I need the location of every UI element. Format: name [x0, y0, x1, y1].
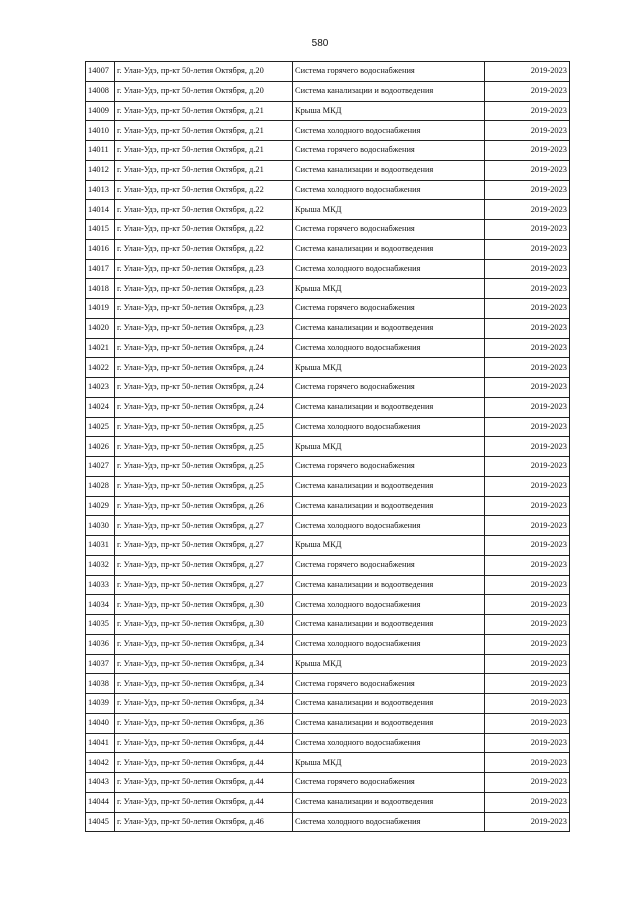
system-cell: Система холодного водоснабжения	[293, 516, 485, 536]
table-row	[86, 555, 570, 575]
address-cell: г. Улан-Удэ, пр-кт 50-летия Октября, д.23	[115, 259, 293, 279]
row-number-cell: 14044	[86, 792, 115, 812]
system-cell: Крыша МКД	[293, 358, 485, 378]
period-cell: 2019-2023	[485, 615, 570, 635]
address-cell: г. Улан-Удэ, пр-кт 50-летия Октября, д.27	[115, 575, 293, 595]
period-cell: 2019-2023	[485, 575, 570, 595]
address-cell: г. Улан-Удэ, пр-кт 50-летия Октября, д.25	[115, 476, 293, 496]
table-row	[86, 220, 570, 240]
period-cell: 2019-2023	[485, 318, 570, 338]
row-number-cell: 14016	[86, 239, 115, 259]
address-cell: г. Улан-Удэ, пр-кт 50-летия Октября, д.34	[115, 654, 293, 674]
table-row	[86, 318, 570, 338]
address-cell: г. Улан-Удэ, пр-кт 50-летия Октября, д.23	[115, 318, 293, 338]
row-number-cell: 14034	[86, 595, 115, 615]
system-cell: Система горячего водоснабжения	[293, 378, 485, 398]
system-cell: Крыша МКД	[293, 536, 485, 556]
address-cell: г. Улан-Удэ, пр-кт 50-летия Октября, д.44	[115, 773, 293, 793]
address-cell: г. Улан-Удэ, пр-кт 50-летия Октября, д.24	[115, 338, 293, 358]
period-cell: 2019-2023	[485, 220, 570, 240]
system-cell: Система канализации и водоотведения	[293, 81, 485, 101]
table-row	[86, 476, 570, 496]
address-cell: г. Улан-Удэ, пр-кт 50-летия Октября, д.23	[115, 279, 293, 299]
system-cell: Система канализации и водоотведения	[293, 476, 485, 496]
system-cell: Система канализации и водоотведения	[293, 575, 485, 595]
system-cell: Система горячего водоснабжения	[293, 299, 485, 319]
address-cell: г. Улан-Удэ, пр-кт 50-летия Октября, д.22	[115, 220, 293, 240]
row-number-cell: 14022	[86, 358, 115, 378]
period-cell: 2019-2023	[485, 141, 570, 161]
period-cell: 2019-2023	[485, 437, 570, 457]
address-cell: г. Улан-Удэ, пр-кт 50-летия Октября, д.24	[115, 358, 293, 378]
row-number-cell: 14039	[86, 694, 115, 714]
system-cell: Система холодного водоснабжения	[293, 733, 485, 753]
system-cell: Система горячего водоснабжения	[293, 555, 485, 575]
period-cell: 2019-2023	[485, 62, 570, 82]
address-cell: г. Улан-Удэ, пр-кт 50-летия Октября, д.34	[115, 674, 293, 694]
period-cell: 2019-2023	[485, 496, 570, 516]
address-cell: г. Улан-Удэ, пр-кт 50-летия Октября, д.21	[115, 101, 293, 121]
row-number-cell: 14025	[86, 417, 115, 437]
table-row	[86, 101, 570, 121]
system-cell: Система канализации и водоотведения	[293, 615, 485, 635]
table-row	[86, 299, 570, 319]
address-cell: г. Улан-Удэ, пр-кт 50-летия Октября, д.23	[115, 299, 293, 319]
system-cell: Система холодного водоснабжения	[293, 595, 485, 615]
period-cell: 2019-2023	[485, 160, 570, 180]
row-number-cell: 14012	[86, 160, 115, 180]
row-number-cell: 14014	[86, 200, 115, 220]
period-cell: 2019-2023	[485, 812, 570, 832]
period-cell: 2019-2023	[485, 536, 570, 556]
system-cell: Система горячего водоснабжения	[293, 674, 485, 694]
table-row	[86, 160, 570, 180]
table-row	[86, 200, 570, 220]
system-cell: Система горячего водоснабжения	[293, 62, 485, 82]
table-row	[86, 121, 570, 141]
row-number-cell: 14021	[86, 338, 115, 358]
row-number-cell: 14018	[86, 279, 115, 299]
table-row	[86, 575, 570, 595]
system-cell: Система холодного водоснабжения	[293, 121, 485, 141]
period-cell: 2019-2023	[485, 792, 570, 812]
table-row	[86, 674, 570, 694]
period-cell: 2019-2023	[485, 634, 570, 654]
address-cell: г. Улан-Удэ, пр-кт 50-летия Октября, д.34	[115, 634, 293, 654]
table-row	[86, 259, 570, 279]
address-cell: г. Улан-Удэ, пр-кт 50-летия Октября, д.34	[115, 694, 293, 714]
row-number-cell: 14008	[86, 81, 115, 101]
system-cell: Система канализации и водоотведения	[293, 318, 485, 338]
table-row	[86, 812, 570, 832]
period-cell: 2019-2023	[485, 713, 570, 733]
period-cell: 2019-2023	[485, 674, 570, 694]
address-cell: г. Улан-Удэ, пр-кт 50-летия Октября, д.27	[115, 516, 293, 536]
row-number-cell: 14040	[86, 713, 115, 733]
row-number-cell: 14045	[86, 812, 115, 832]
row-number-cell: 14015	[86, 220, 115, 240]
address-cell: г. Улан-Удэ, пр-кт 50-летия Октября, д.30	[115, 595, 293, 615]
table-row	[86, 397, 570, 417]
system-cell: Система холодного водоснабжения	[293, 338, 485, 358]
row-number-cell: 14041	[86, 733, 115, 753]
table-row	[86, 239, 570, 259]
period-cell: 2019-2023	[485, 101, 570, 121]
table-row	[86, 733, 570, 753]
address-cell: г. Улан-Удэ, пр-кт 50-летия Октября, д.21	[115, 160, 293, 180]
address-cell: г. Улан-Удэ, пр-кт 50-летия Октября, д.24	[115, 397, 293, 417]
system-cell: Система канализации и водоотведения	[293, 397, 485, 417]
period-cell: 2019-2023	[485, 121, 570, 141]
system-cell: Система горячего водоснабжения	[293, 773, 485, 793]
row-number-cell: 14033	[86, 575, 115, 595]
table-row	[86, 634, 570, 654]
row-number-cell: 14027	[86, 457, 115, 477]
system-cell: Система холодного водоснабжения	[293, 812, 485, 832]
period-cell: 2019-2023	[485, 457, 570, 477]
address-cell: г. Улан-Удэ, пр-кт 50-летия Октября, д.25	[115, 417, 293, 437]
system-cell: Крыша МКД	[293, 101, 485, 121]
address-cell: г. Улан-Удэ, пр-кт 50-летия Октября, д.27	[115, 536, 293, 556]
address-cell: г. Улан-Удэ, пр-кт 50-летия Октября, д.22	[115, 180, 293, 200]
address-cell: г. Улан-Удэ, пр-кт 50-летия Октября, д.30	[115, 615, 293, 635]
table-row	[86, 496, 570, 516]
system-cell: Крыша МКД	[293, 753, 485, 773]
table-row	[86, 180, 570, 200]
row-number-cell: 14031	[86, 536, 115, 556]
row-number-cell: 14036	[86, 634, 115, 654]
system-cell: Система холодного водоснабжения	[293, 417, 485, 437]
address-cell: г. Улан-Удэ, пр-кт 50-летия Октября, д.44	[115, 753, 293, 773]
address-cell: г. Улан-Удэ, пр-кт 50-летия Октября, д.21	[115, 141, 293, 161]
system-cell: Система канализации и водоотведения	[293, 160, 485, 180]
system-cell: Система холодного водоснабжения	[293, 259, 485, 279]
table-row	[86, 437, 570, 457]
row-number-cell: 14020	[86, 318, 115, 338]
address-cell: г. Улан-Удэ, пр-кт 50-летия Октября, д.46	[115, 812, 293, 832]
period-cell: 2019-2023	[485, 694, 570, 714]
period-cell: 2019-2023	[485, 81, 570, 101]
period-cell: 2019-2023	[485, 299, 570, 319]
records-table-body	[86, 62, 570, 832]
period-cell: 2019-2023	[485, 259, 570, 279]
table-row	[86, 358, 570, 378]
row-number-cell: 14010	[86, 121, 115, 141]
table-row	[86, 338, 570, 358]
table-row	[86, 62, 570, 82]
table-row	[86, 279, 570, 299]
row-number-cell: 14009	[86, 101, 115, 121]
row-number-cell: 14035	[86, 615, 115, 635]
address-cell: г. Улан-Удэ, пр-кт 50-летия Октября, д.36	[115, 713, 293, 733]
system-cell: Система холодного водоснабжения	[293, 180, 485, 200]
period-cell: 2019-2023	[485, 733, 570, 753]
row-number-cell: 14043	[86, 773, 115, 793]
address-cell: г. Улан-Удэ, пр-кт 50-летия Октября, д.20	[115, 81, 293, 101]
table-row	[86, 773, 570, 793]
period-cell: 2019-2023	[485, 753, 570, 773]
period-cell: 2019-2023	[485, 279, 570, 299]
table-row	[86, 753, 570, 773]
row-number-cell: 14019	[86, 299, 115, 319]
address-cell: г. Улан-Удэ, пр-кт 50-летия Октября, д.21	[115, 121, 293, 141]
address-cell: г. Улан-Удэ, пр-кт 50-летия Октября, д.44	[115, 733, 293, 753]
address-cell: г. Улан-Удэ, пр-кт 50-летия Октября, д.25	[115, 457, 293, 477]
address-cell: г. Улан-Удэ, пр-кт 50-летия Октября, д.27	[115, 555, 293, 575]
system-cell: Система горячего водоснабжения	[293, 457, 485, 477]
row-number-cell: 14038	[86, 674, 115, 694]
row-number-cell: 14030	[86, 516, 115, 536]
row-number-cell: 14037	[86, 654, 115, 674]
table-row	[86, 792, 570, 812]
system-cell: Система горячего водоснабжения	[293, 141, 485, 161]
row-number-cell: 14017	[86, 259, 115, 279]
address-cell: г. Улан-Удэ, пр-кт 50-летия Октября, д.24	[115, 378, 293, 398]
system-cell: Система канализации и водоотведения	[293, 694, 485, 714]
row-number-cell: 14028	[86, 476, 115, 496]
address-cell: г. Улан-Удэ, пр-кт 50-летия Октября, д.25	[115, 437, 293, 457]
period-cell: 2019-2023	[485, 476, 570, 496]
row-number-cell: 14029	[86, 496, 115, 516]
period-cell: 2019-2023	[485, 338, 570, 358]
table-row	[86, 694, 570, 714]
period-cell: 2019-2023	[485, 516, 570, 536]
table-row	[86, 81, 570, 101]
system-cell: Система канализации и водоотведения	[293, 792, 485, 812]
row-number-cell: 14026	[86, 437, 115, 457]
row-number-cell: 14007	[86, 62, 115, 82]
address-cell: г. Улан-Удэ, пр-кт 50-летия Октября, д.20	[115, 62, 293, 82]
table-row	[86, 654, 570, 674]
period-cell: 2019-2023	[485, 397, 570, 417]
period-cell: 2019-2023	[485, 378, 570, 398]
table-row	[86, 516, 570, 536]
period-cell: 2019-2023	[485, 358, 570, 378]
system-cell: Система канализации и водоотведения	[293, 496, 485, 516]
system-cell: Крыша МКД	[293, 200, 485, 220]
row-number-cell: 14023	[86, 378, 115, 398]
period-cell: 2019-2023	[485, 239, 570, 259]
address-cell: г. Улан-Удэ, пр-кт 50-летия Октября, д.44	[115, 792, 293, 812]
system-cell: Система канализации и водоотведения	[293, 239, 485, 259]
row-number-cell: 14032	[86, 555, 115, 575]
address-cell: г. Улан-Удэ, пр-кт 50-летия Октября, д.26	[115, 496, 293, 516]
period-cell: 2019-2023	[485, 595, 570, 615]
period-cell: 2019-2023	[485, 555, 570, 575]
table-row	[86, 378, 570, 398]
system-cell: Крыша МКД	[293, 437, 485, 457]
row-number-cell: 14024	[86, 397, 115, 417]
table-row	[86, 141, 570, 161]
period-cell: 2019-2023	[485, 773, 570, 793]
table-row	[86, 713, 570, 733]
system-cell: Система холодного водоснабжения	[293, 634, 485, 654]
table-row	[86, 457, 570, 477]
period-cell: 2019-2023	[485, 180, 570, 200]
table-row	[86, 536, 570, 556]
system-cell: Крыша МКД	[293, 654, 485, 674]
row-number-cell: 14042	[86, 753, 115, 773]
records-table	[85, 61, 570, 832]
table-row	[86, 615, 570, 635]
row-number-cell: 14011	[86, 141, 115, 161]
address-cell: г. Улан-Удэ, пр-кт 50-летия Октября, д.22	[115, 239, 293, 259]
address-cell: г. Улан-Удэ, пр-кт 50-летия Октября, д.22	[115, 200, 293, 220]
table-row	[86, 417, 570, 437]
system-cell: Крыша МКД	[293, 279, 485, 299]
table-row	[86, 595, 570, 615]
period-cell: 2019-2023	[485, 417, 570, 437]
page-number: 580	[311, 38, 329, 49]
row-number-cell: 14013	[86, 180, 115, 200]
system-cell: Система горячего водоснабжения	[293, 220, 485, 240]
system-cell: Система канализации и водоотведения	[293, 713, 485, 733]
period-cell: 2019-2023	[485, 654, 570, 674]
period-cell: 2019-2023	[485, 200, 570, 220]
